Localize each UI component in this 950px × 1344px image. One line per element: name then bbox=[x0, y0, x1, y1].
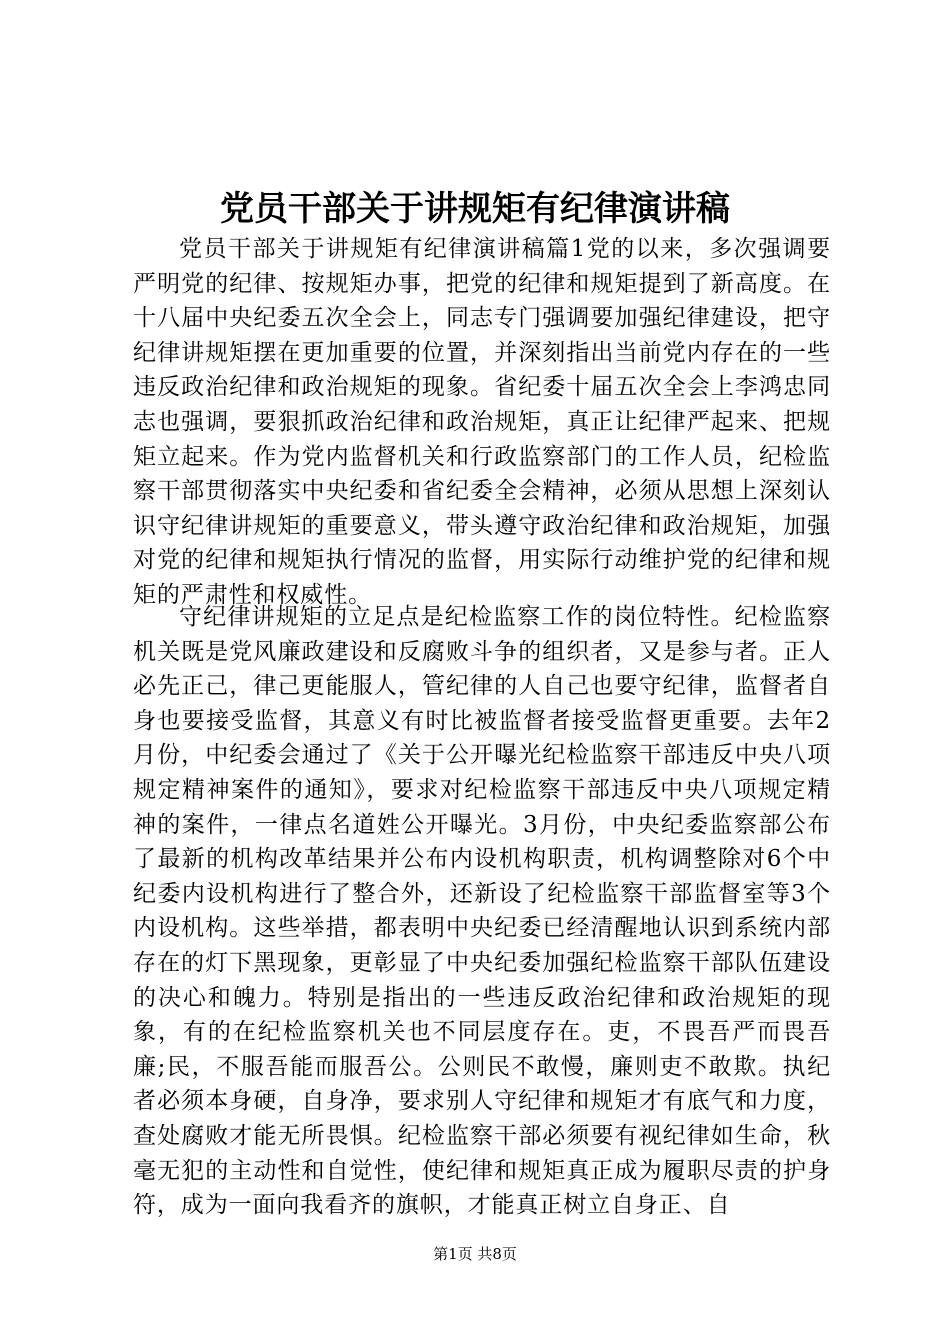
document-title: 党员干部关于讲规矩有纪律演讲稿 bbox=[220, 189, 730, 229]
page-number-footer: 第1页 共8页 bbox=[433, 1245, 517, 1263]
paragraph-1: 党员干部关于讲规矩有纪律演讲稿篇1党的以来，多次强调要严明党的纪律、按规矩办事，把党的纪律和规矩提到了新高度。在十八届中央纪委五次全会上，同志专门强调要加强纪律建设，把守纪律讲规矩摆在更加重要的位置，并深刻指出当前党内存在的一些违反政治纪律和政治规矩的现象。省纪委十届五次全会上李鸿忠同志也强调，要狠抓政治纪律和政治规矩，真正让纪律严起来、把规矩立起来。作为党内监督机关和行政监察部门的工作人员，纪检监察干部贯彻落实中央纪委和省纪委全会精神，必须从思想上深刻认识守纪律讲规矩的重要意义，带头遵守政治纪律和政治规矩，加强对党的纪律和规矩执行情况的监督，用实际行动维护党的纪律和规矩的严肃性和权威性。 bbox=[133, 236, 831, 608]
paragraph-2: 守纪律讲规矩的立足点是纪检监察工作的岗位特性。纪检监察机关既是党风廉政建设和反腐败斗争的组织者，又是参与者。正人必先正己，律己更能服人，管纪律的人自己也要守纪律，监督者自身也要接受监督，其意义有时比被监督者接受监督更重要。去年2月份，中纪委会通过了《关于公开曝光纪检监察干部违反中央八项规定精神案件的通知》，要求对纪检监察干部违反中央八项规定精神的案件，一律点名道姓公开曝光。3月份，中央纪委监察部公布了最新的机构改革结果并公布内设机构职责，机构调整除对6个中纪委内设机构进行了整合外，还新设了纪检监察干部监督室等3个内设机构。这些举措，都表明中央纪委已经清醒地认识到系统内部存在的灯下黑现象，更彰显了中央纪委加强纪检监察干部队伍建设的决心和魄力。特别是指出的一些违反政治纪律和政治规矩的现象，有的在纪检监察机关也不同层度存在。吏，不畏吾严而畏吾廉;民，不服吾能而服吾公。公则民不敢慢，廉则吏不敢欺。执纪者必须本身硬，自身净，要求别人守纪律和规矩才有底气和力度，查处腐败才能无所畏惧。纪检监察干部必须要有视纪律如生命，秋毫无犯的主动性和自觉性，使纪律和规矩真正成为履职尽责的护身符，成为一面向我看齐的旗帜，才能真正树立自身正、自 bbox=[133, 604, 831, 1219]
